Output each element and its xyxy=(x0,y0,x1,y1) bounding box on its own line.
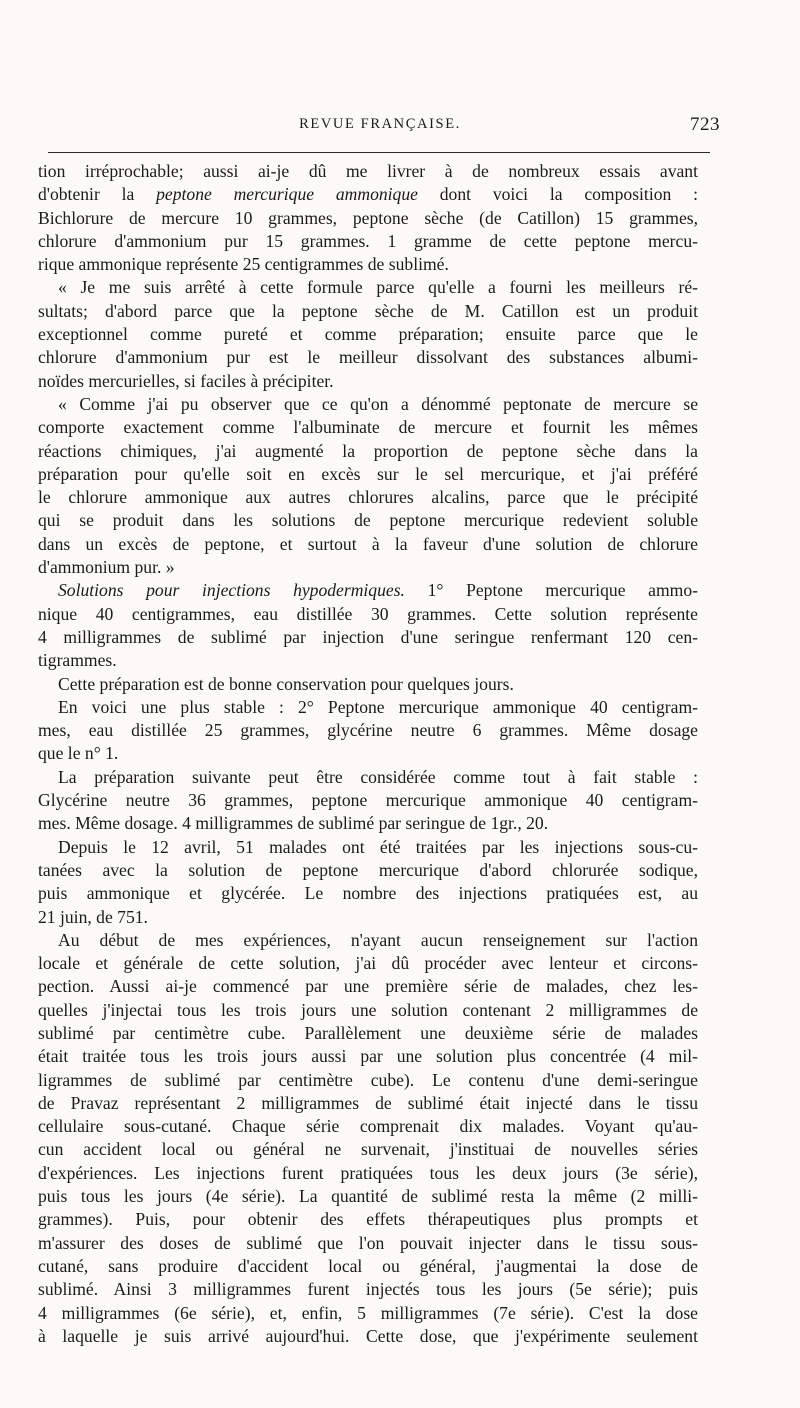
text-line: puis tous les jours (4e série). La quantité de sublimé resta la même (2 milli- xyxy=(38,1186,698,1207)
italic-phrase: Solutions pour injections hypodermiques. xyxy=(58,580,405,601)
text-line: à laquelle je suis arrivé aujourd'hui. Cette dose, que j'expérimente seulement xyxy=(38,1325,698,1346)
running-title: REVUE FRANÇAISE. xyxy=(299,116,461,132)
text-line: ligrammes de sublimé par centimètre cube). Le contenu d'une demi-seringue xyxy=(38,1069,698,1090)
text-line: cellulaire sous-cutané. Chaque série comprenait dix malades. Voyant qu'au- xyxy=(38,1116,698,1137)
text-line: locale et générale de cette solution, j'ai dû procéder avec lenteur et circons- xyxy=(38,953,698,974)
text-line: exceptionnel comme pureté et comme préparation; ensuite parce que le xyxy=(38,324,698,345)
text-line: mes, eau distillée 25 grammes, glycérine neutre 6 grammes. Même dosage xyxy=(38,720,698,741)
text-line: 4 milligrammes (6e série), et, enfin, 5 milligrammes (7e série). C'est la dose xyxy=(38,1302,698,1323)
header-rule xyxy=(48,152,710,153)
text-run: d'obtenir la xyxy=(38,184,157,205)
text-run: dont voici la composition : xyxy=(417,184,698,205)
text-line: tigrammes. xyxy=(38,650,117,671)
text-line: sublimé par centimètre cube. Parallèlement une deuxième série de malades xyxy=(38,1022,698,1043)
text-line: chlorure d'ammonium pur 15 grammes. 1 gramme de cette peptone mercu- xyxy=(38,230,698,251)
text-line: d'ammonium pur. » xyxy=(38,557,175,578)
body-text xyxy=(38,160,698,1348)
text-line: En voici une plus stable : 2° Peptone mercurique ammonique 40 centigram- xyxy=(58,696,698,717)
text-line: était traitée tous les trois jours aussi par une solution plus concentrée (4 mil- xyxy=(38,1046,698,1067)
text-line: Glycérine neutre 36 grammes, peptone mercurique ammonique 40 centigram- xyxy=(38,790,698,811)
text-line: le chlorure ammonique aux autres chlorures alcalins, parce que le précipité xyxy=(38,487,698,508)
text-run: 1° Peptone mercurique ammo- xyxy=(404,580,698,601)
text-line: sultats; d'abord parce que la peptone sèche de M. Catillon est un produit xyxy=(38,300,698,321)
text-line: noïdes mercurielles, si faciles à précipiter. xyxy=(38,370,334,391)
text-line: Depuis le 12 avril, 51 malades ont été traitées par les injections sous-cu- xyxy=(58,836,698,857)
text-line: préparation pour qu'elle soit en excès sur le sel mercurique, et j'ai préféré xyxy=(38,463,698,484)
text-line: d'expériences. Les injections furent pratiquées tous les deux jours (3e série), xyxy=(38,1162,698,1183)
text-line: quelles j'injectai tous les trois jours une solution contenant 2 milligrammes de xyxy=(38,999,698,1020)
text-line: tion irréprochable; aussi ai-je dû me livrer à de nombreux essais avant xyxy=(38,161,698,181)
text-line: de Pravaz représentant 2 milligrammes de sublimé était injecté dans le tissu xyxy=(38,1092,698,1113)
text-line: que le n° 1. xyxy=(38,743,119,764)
text-line: grammes). Puis, pour obtenir des effets thérapeutiques plus prompts et xyxy=(38,1209,698,1230)
text-line: chlorure d'ammonium pur est le meilleur dissolvant des substances albumi- xyxy=(38,347,698,368)
text-line: comporte exactement comme l'albuminate de mercure et fournit les mêmes xyxy=(38,417,698,438)
text-line: 4 milligrammes de sublimé par injection d'une seringue renfermant 120 cen- xyxy=(38,626,698,647)
text-line: Bichlorure de mercure 10 grammes, peptone sèche (de Catillon) 15 grammes, xyxy=(38,207,698,228)
text-line: nique 40 centigrammes, eau distillée 30 grammes. Cette solution représente xyxy=(38,603,698,624)
text-line: qui se produit dans les solutions de peptone mercurique redevient soluble xyxy=(38,510,698,531)
text-line: pection. Aussi ai-je commencé par une première série de malades, chez les- xyxy=(38,976,698,997)
text-line xyxy=(38,183,698,206)
text-line: 21 juin, de 751. xyxy=(38,906,148,927)
italic-phrase: peptone mercurique ammonique xyxy=(156,184,418,205)
text-line: cun accident local ou général ne survenait, j'instituai de nouvelles séries xyxy=(38,1139,698,1160)
text-line: mes. Même dosage. 4 milligrammes de sublimé par seringue de 1gr., 20. xyxy=(38,813,549,834)
text-line: tanées avec la solution de peptone mercurique d'abord chlorurée sodique, xyxy=(38,859,698,880)
text-line: m'assurer des doses de sublimé que l'on pouvait injecter dans le tissu sous- xyxy=(38,1232,698,1253)
text-line: dans un excès de peptone, et surtout à la faveur d'une solution de chlorure xyxy=(38,533,698,554)
text-line: sublimé. Ainsi 3 milligrammes furent injectés tous les jours (5e série); puis xyxy=(38,1279,698,1300)
text-line: Cette préparation est de bonne conservation pour quelques jours. xyxy=(58,673,514,694)
text-line: cutané, sans produire d'accident local ou général, j'augmentai la dose de xyxy=(38,1255,698,1276)
running-header xyxy=(40,116,720,140)
page-number: 723 xyxy=(690,114,720,135)
text-line: « Comme j'ai pu observer que ce qu'on a dénommé peptonate de mercure se xyxy=(58,393,698,414)
text-line: réactions chimiques, j'ai augmenté la proportion de peptone sèche dans la xyxy=(38,440,698,461)
text-line xyxy=(38,579,698,602)
text-line: « Je me suis arrêté à cette formule parce qu'elle a fourni les meilleurs ré- xyxy=(58,277,698,298)
text-line: puis ammonique et glycérée. Le nombre des injections pratiquées est, au xyxy=(38,883,698,904)
text-line: rique ammonique représente 25 centigrammes de sublimé. xyxy=(38,254,449,275)
text-line: La préparation suivante peut être considérée comme tout à fait stable : xyxy=(58,766,698,787)
text-line: Au début de mes expériences, n'ayant aucun renseignement sur l'action xyxy=(58,929,698,950)
